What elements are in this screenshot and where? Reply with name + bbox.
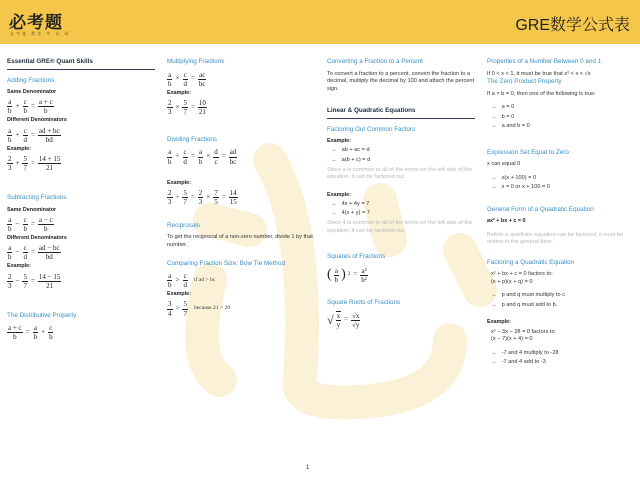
header-bar — [0, 0, 640, 44]
formula-compare-example: 3 4 > 5 7 because 21 > 20 — [168, 300, 231, 318]
fq-example-2: (x − 7)(x + 4) = 0 — [491, 336, 533, 343]
factoring-quadratic-title: Factoring a Quadratic Equation — [487, 258, 575, 266]
example-label: Example: — [167, 89, 191, 96]
example-label: Example: — [327, 191, 351, 198]
formula-add-diff: a b + $\frac{c}{d}$ = $\frac{ad + bc}{bd}$ — [8, 126, 60, 144]
column-quant-skills — [7, 58, 155, 343]
formula-multiply-example: $\frac{2}{3}$ × $\frac{5}{7}$ = $\frac{10}{21}$ — [168, 98, 206, 116]
percent-text: To convert a fraction to a percent, convert the fraction to a decimal, multiply the decimal by 100 and attach the percent sign. — [327, 70, 475, 92]
factoring-title: Factoring Out Common Factors — [327, 125, 416, 133]
subtracting-title: Subtracting Fractions — [7, 194, 67, 202]
page-number: 1 — [306, 465, 310, 471]
linear-heading: Linear & Quadratic Equations — [327, 107, 475, 119]
reciprocals-title: Reciprocals — [167, 221, 200, 229]
adding-title: Adding Fractions — [7, 76, 55, 84]
between-title: Properties of a Number Between 0 and 1 — [487, 58, 602, 65]
example-label: Example: — [167, 179, 191, 186]
example-label: Example: — [167, 291, 191, 298]
compare-title: Comparing Fraction Size: Bow Tie Method — [167, 259, 285, 267]
example-label: Example: — [327, 138, 351, 145]
column-percent-linear — [327, 58, 475, 331]
fq-example-rule-1: → -7 and 4 multiply to -28 — [491, 349, 559, 356]
formula-divide-example: $\frac{2}{3}$ ÷ $\frac{5}{7}$ = $\frac{2}{3}$ × $\frac{7}{5}$ = $\frac{14}{15}$ — [168, 188, 237, 206]
fq-rule-2: → p and q must add to b. — [491, 301, 558, 308]
factor-note: Since a is common to all of the terms on the left side of the equation, it can be factored out. — [327, 166, 473, 181]
formula-square: ( a b ) 2 = $\frac{\text{a²}}{\text{b²}}$ — [327, 266, 367, 284]
expr-step-1: → x(x + 100) = 0 — [491, 174, 537, 181]
factor-note-2: Since 4 is common to all of the terms on the left side of the equation, it can be factored out. — [327, 220, 473, 234]
expr-zero-title: Expression Set Equal to Zero — [487, 148, 569, 156]
brand-tagline: 必考题 教育 考 试 网 — [10, 31, 71, 36]
diff-denom-label: Different Denominators — [7, 117, 67, 124]
diff-denom-label: Different Denominators — [7, 235, 67, 242]
same-denom-label: Same Denominator — [7, 89, 57, 95]
zero-case-1: → a = 0 — [491, 104, 515, 111]
example-label: Example: — [487, 319, 511, 326]
formula-compare: a b > c d if ad > bc — [168, 272, 216, 290]
column-properties — [487, 58, 635, 369]
section-heading: Essential GRE® Quant Skills — [7, 58, 155, 70]
fq-line-2: (x + p)(x + q) = 0 — [491, 278, 533, 285]
formula-multiply: $\frac{a}{b}$ × $\frac{c}{d}$ = $\frac{ac}{bc}$ — [168, 70, 206, 88]
formula-sub-diff: a b − $\frac{c}{d}$ = $\frac{ad - bc}{bd}$ — [8, 244, 60, 262]
fq-line-1: x² + bx + c = 0 factors to: — [491, 271, 553, 278]
fq-example-rule-2: → -7 and 4 add to -3 — [491, 359, 546, 366]
fq-example-1: x² − 3x − 28 = 0 factors to: — [491, 328, 557, 335]
expr-zero-text: x can equal 0 — [487, 161, 521, 168]
factor-step-4: → 4(x + y) = 7 — [331, 210, 370, 217]
general-form-title: General Form of a Quadratic Equation — [487, 205, 594, 213]
general-form-note: Before a quadratic equation can be factored, it must be written in the general form. — [487, 231, 624, 246]
example-label: Example: — [7, 263, 31, 270]
formula-divide: $\frac{a}{b}$ ÷ $\frac{c}{d}$ = $\frac{a}{b}$ × $\frac{d}{c}$ = $\frac{ad}{bc}$ — [168, 148, 237, 166]
general-form-eq: ax² + bx + c = 0 — [487, 218, 526, 225]
formula-distributive: $\frac{a + c}{b}$ = $\frac{a}{b}$ + $\frac{c}{b}$ — [8, 324, 53, 342]
expr-step-2: → x = 0 or x + 100 = 0 — [491, 184, 550, 191]
squares-title: Squares of Fractions — [327, 253, 386, 261]
dividing-title: Dividing Fractions — [167, 135, 218, 143]
multiplying-title: Multiplying Fractions — [167, 58, 225, 65]
reciprocals-text: To get the reciprocal of a non-zero number, divide 1 by that number. — [167, 234, 313, 249]
distributive-title: The Distributive Property — [7, 311, 77, 319]
formula-add-same: a b + $\frac{c}{b}$ = $\frac{a + c}{b}$ — [8, 98, 53, 116]
zero-product-text: If a × b = 0, then one of the following is true: — [487, 90, 596, 97]
factor-step-3: → 4x + 4y = 7 — [331, 200, 370, 207]
zero-product-title: The Zero Product Property — [487, 78, 562, 86]
factor-step-1: → ab + ac = d — [331, 147, 370, 154]
formula-add-example: 2 3 + $\frac{5}{7}$ = $\frac{14 + 15}{21}$ — [8, 155, 61, 173]
brand-logo: 必考题 — [9, 13, 63, 32]
same-denom-label: Same Denominator — [7, 206, 57, 213]
formula-sub-example: 2 3 − $\frac{5}{7}$ = $\frac{14 - 15}{21}$ — [8, 272, 61, 290]
roots-title: Square Roots of Fractions — [327, 298, 401, 306]
factor-step-2: → a(b + c) = d — [331, 156, 371, 163]
percent-title: Converting a Fraction to a Percent — [327, 58, 423, 65]
between-text: If 0 < x < 1, it must be true that x² < x < √x — [487, 70, 591, 77]
example-label: Example: — [7, 145, 31, 152]
column-multiplying — [167, 58, 315, 320]
zero-case-2: → b = 0 — [491, 113, 515, 120]
formula-root: √ $\frac{x}{y}$ = $\frac{√x}{√y}$ — [327, 311, 360, 330]
zero-case-3: → a and b = 0 — [491, 123, 530, 130]
formula-sub-same: a b − $\frac{c}{b}$ = $\frac{a - c}{b}$ — [8, 215, 53, 234]
fq-rule-1: → p and q must multiply to c — [491, 292, 566, 299]
page-title: GRE数学公式表 — [515, 17, 630, 34]
